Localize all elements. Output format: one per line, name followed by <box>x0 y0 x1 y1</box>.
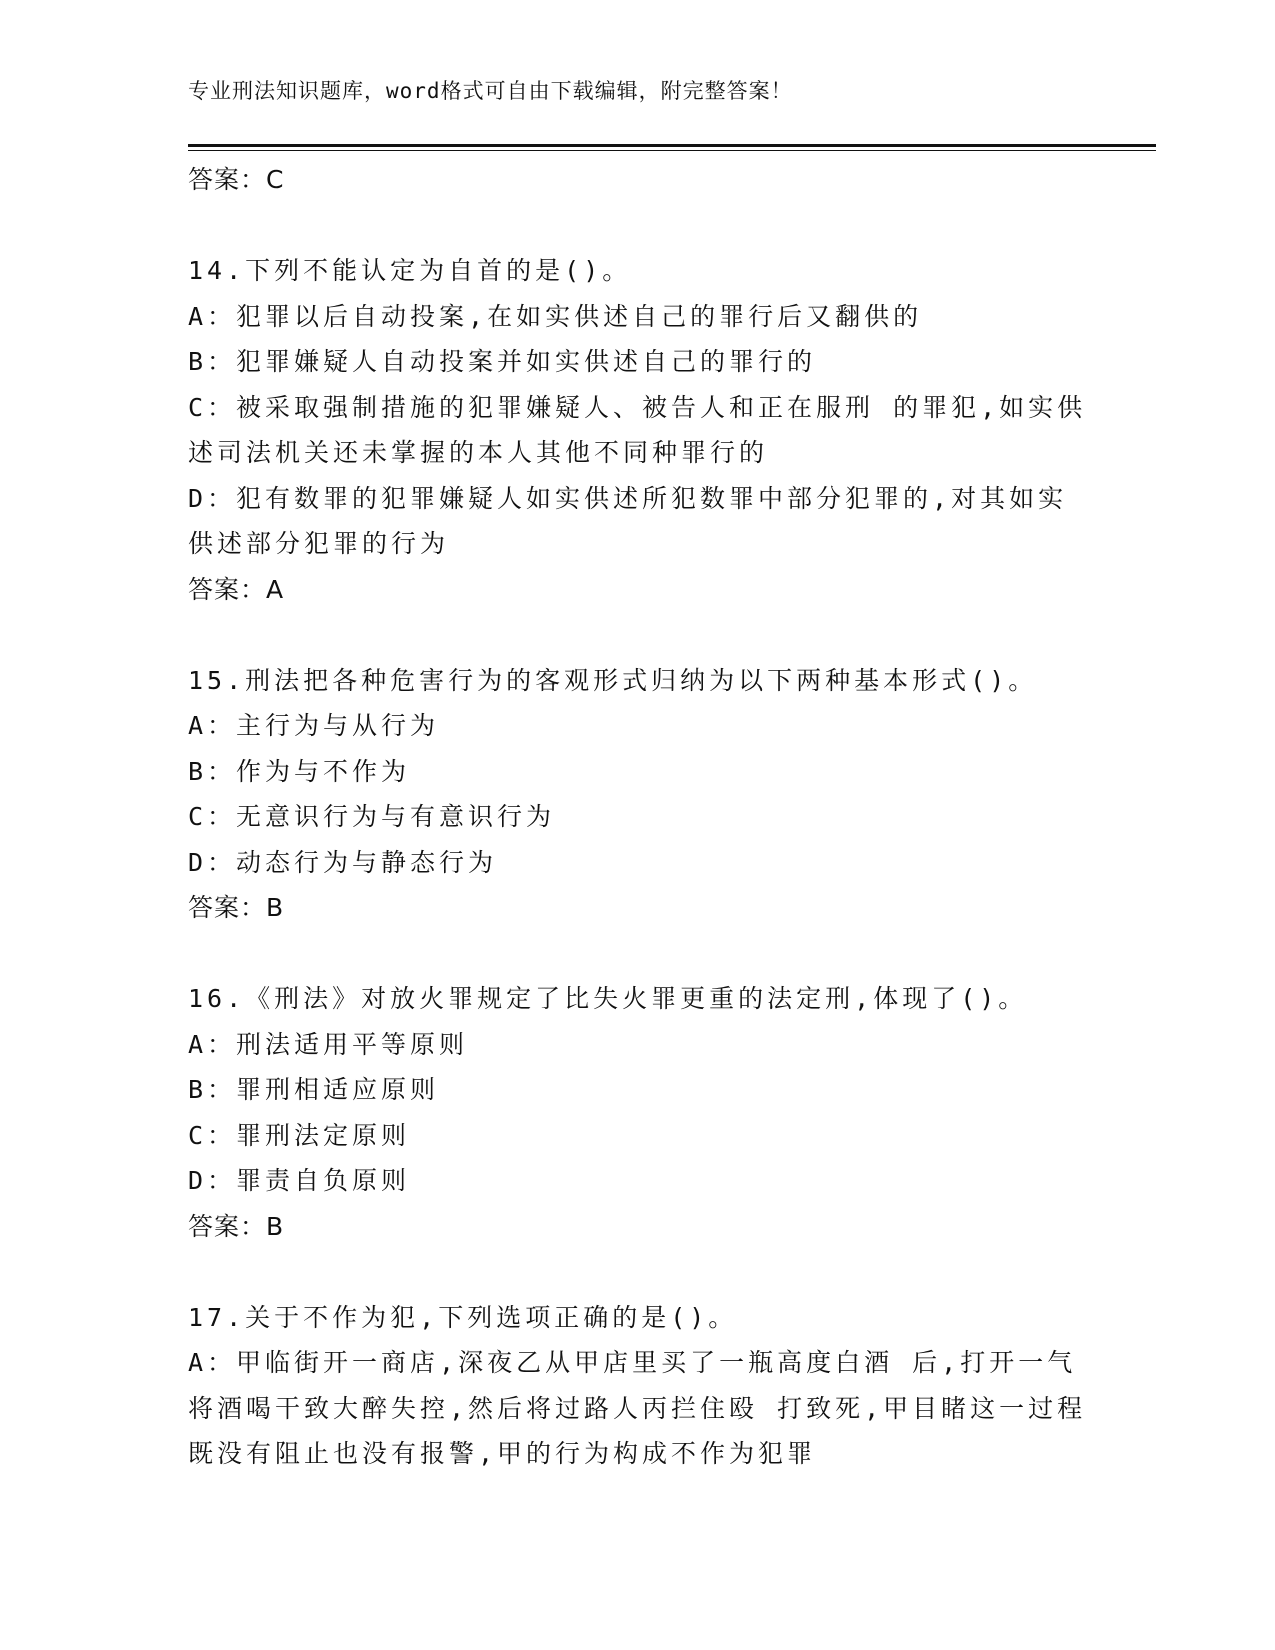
question-stem: 17.关于不作为犯,下列选项正确的是()。 <box>188 1302 738 1332</box>
question-stem: 16.《刑法》对放火罪规定了比失火罪更重的法定刑,体现了()。 <box>188 984 1028 1013</box>
option-line: A：主行为与从行为 <box>188 711 440 740</box>
questions-container <box>188 248 1088 1477</box>
option-line: B：犯罪嫌疑人自动投案并如实供述自己的罪行的 <box>188 347 817 376</box>
spacer <box>188 203 1088 249</box>
option-line: 既没有阻止也没有报警,甲的行为构成不作为犯罪 <box>188 1439 817 1468</box>
option-line: C：罪刑法定原则 <box>188 1120 411 1150</box>
question-block <box>188 248 1088 658</box>
option-line: A：犯罪以后自动投案,在如实供述自己的罪行后又翻供的 <box>188 301 923 331</box>
answer-line: 答案：A <box>188 574 285 604</box>
question-list <box>188 157 1088 1477</box>
option-line: D：犯有数罪的犯罪嫌疑人如实供述所犯数罪中部分犯罪的,对其如实 <box>188 483 1068 513</box>
spacer <box>188 1249 1088 1295</box>
question-block <box>188 658 1088 977</box>
option-line: A：刑法适用平等原则 <box>188 1029 469 1059</box>
option-line: D：罪责自负原则 <box>188 1166 411 1195</box>
option-line: C：被采取强制措施的犯罪嫌疑人、被告人和正在服刑 的罪犯,如实供 <box>188 392 1087 422</box>
option-line: A：甲临街开一商店,深夜乙从甲店里买了一瓶高度白酒 后,打开一气 <box>188 1348 1077 1377</box>
answer-line: 答案：C <box>188 165 285 194</box>
option-line: 供述部分犯罪的行为 <box>188 529 450 558</box>
header-divider <box>188 144 1156 151</box>
question-block <box>188 976 1088 1295</box>
option-line: 述司法机关还未掌握的本人其他不同种罪行的 <box>188 438 769 467</box>
spacer <box>188 612 1088 658</box>
option-line: B：作为与不作为 <box>188 756 411 786</box>
spacer <box>188 931 1088 977</box>
question-stem: 15.刑法把各种危害行为的客观形式归纳为以下两种基本形式()。 <box>188 665 1038 695</box>
option-line: 将酒喝干致大醉失控,然后将过路人丙拦住殴 打致死,甲目睹这一过程 <box>188 1393 1087 1423</box>
answer-line: 答案：B <box>188 1211 285 1241</box>
answer-line: 答案：B <box>188 893 285 922</box>
option-line: D：动态行为与静态行为 <box>188 847 498 877</box>
question-block <box>188 1295 1088 1477</box>
option-line: C：无意识行为与有意识行为 <box>188 802 556 831</box>
option-line: B：罪刑相适应原则 <box>188 1075 440 1104</box>
question-stem: 14.下列不能认定为自首的是()。 <box>188 256 632 285</box>
page-header: 专业刑法知识题库，word格式可自由下载编辑，附完整答案！ <box>188 79 793 103</box>
